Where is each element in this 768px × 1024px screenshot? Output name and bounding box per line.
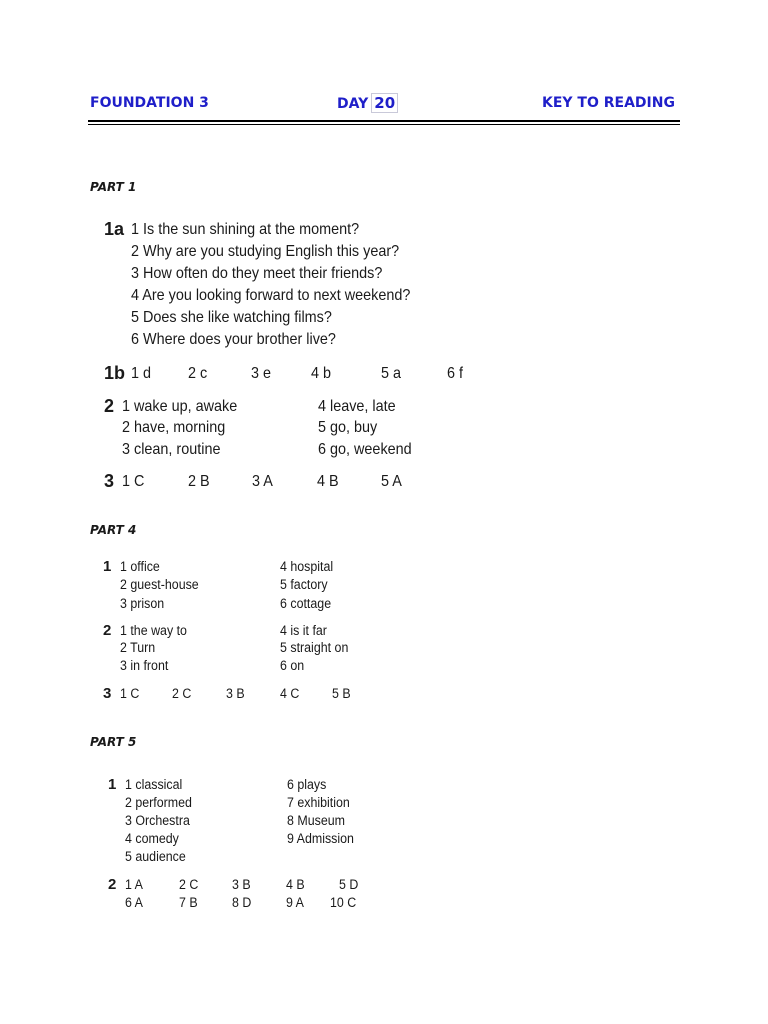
part4-ex1-item: 1 office [120, 559, 160, 574]
part1-ex1b-answer: 6 f [447, 365, 464, 382]
part1-ex3-answer: 4 B [317, 473, 339, 490]
part1-ex3-number: 3 [104, 471, 115, 491]
part1-ex1a-item: 5 Does she like watching films? [131, 309, 332, 326]
part5-ex1-item: 3 Orchestra [125, 813, 190, 828]
part5-ex2-answer: 6 A [125, 895, 143, 910]
header-day-number: 20 [371, 93, 398, 113]
part1-heading: PART 1 [90, 180, 137, 194]
part5-ex1-item: 1 classical [125, 777, 183, 792]
part4-ex1-item: 3 prison [120, 596, 165, 611]
part1-ex2-item: 5 go, buy [318, 419, 378, 436]
part4-ex1-item: 4 hospital [280, 559, 334, 574]
part1-ex2-item: 1 wake up, awake [122, 398, 238, 415]
part1-ex1a-number: 1a [104, 219, 125, 239]
header-title: KEY TO READING [542, 95, 675, 111]
part4-ex2-item: 6 on [280, 658, 305, 673]
part4-ex1-item: 5 factory [280, 577, 328, 592]
part4-ex2-item: 5 straight on [280, 640, 349, 655]
part4-ex3-answer: 4 C [280, 686, 300, 701]
part1-ex1b-answer: 2 c [188, 365, 208, 382]
part5-ex2-answer: 3 B [232, 877, 251, 892]
part5-ex2-answer: 2 C [179, 877, 199, 892]
part5-ex2-answer: 5 D [339, 877, 359, 892]
part1-ex3-answer: 5 A [381, 473, 402, 490]
part1-ex2-item: 2 have, morning [122, 419, 226, 436]
part1-ex2-item: 4 leave, late [318, 398, 396, 415]
part4-ex2-item: 3 in front [120, 658, 169, 673]
part4-ex2-number: 2 [103, 622, 112, 639]
part5-ex1-item: 9 Admission [287, 831, 354, 846]
part5-ex1-item: 2 performed [125, 795, 192, 810]
header-day [337, 93, 398, 113]
part5-ex1-item: 6 plays [287, 777, 327, 792]
part4-ex3-answer: 1 C [120, 686, 140, 701]
part4-heading: PART 4 [90, 523, 137, 537]
part1-ex1a-item: 2 Why are you studying English this year? [131, 243, 400, 260]
part1-ex3-answer: 3 A [252, 473, 273, 490]
part5-ex2-answer: 1 A [125, 877, 143, 892]
part5-ex2-answer: 4 B [286, 877, 305, 892]
part5-heading: PART 5 [90, 735, 137, 749]
part4-ex3-number: 3 [103, 685, 112, 702]
part1-ex3-answer: 2 B [188, 473, 210, 490]
part1-ex1a-item: 3 How often do they meet their friends? [131, 265, 383, 282]
part4-ex2-item: 2 Turn [120, 640, 156, 655]
part1-ex2-item: 6 go, weekend [318, 441, 412, 458]
part5-ex2-answer: 8 D [232, 895, 252, 910]
part5-ex1-item: 5 audience [125, 849, 186, 864]
part4-ex3-answer: 5 B [332, 686, 351, 701]
part5-ex1-item: 8 Museum [287, 813, 345, 828]
part1-ex1b-answer: 3 e [251, 365, 272, 382]
part1-ex2-number: 2 [104, 396, 115, 416]
part4-ex1-number: 1 [103, 558, 112, 575]
part5-ex2-answer: 7 B [179, 895, 198, 910]
part5-ex2-answer: 10 C [330, 895, 357, 910]
part4-ex2-item: 4 is it far [280, 623, 327, 638]
part5-ex2-answer: 9 A [286, 895, 304, 910]
header-rule-thin [88, 124, 680, 125]
part4-ex3-answer: 3 B [226, 686, 245, 701]
part1-ex1a-item: 1 Is the sun shining at the moment? [131, 221, 360, 238]
part5-ex1-item: 7 exhibition [287, 795, 350, 810]
header-day-label: DAY [337, 96, 369, 112]
part5-ex2-number: 2 [108, 876, 117, 893]
part4-ex3-answer: 2 C [172, 686, 192, 701]
part5-ex1-item: 4 comedy [125, 831, 179, 846]
part1-ex1a-item: 6 Where does your brother live? [131, 331, 336, 348]
part4-ex1-item: 2 guest-house [120, 577, 199, 592]
header-course: FOUNDATION 3 [90, 95, 209, 111]
part1-ex1a-item: 4 Are you looking forward to next weekend? [131, 287, 411, 304]
part4-ex2-item: 1 the way to [120, 623, 187, 638]
header-rule-thick [88, 120, 680, 122]
part1-ex1b-answer: 5 a [381, 365, 402, 382]
part1-ex3-answer: 1 C [122, 473, 145, 490]
part1-ex1b-number: 1b [104, 363, 126, 383]
part1-ex1b-answer: 1 d [131, 365, 152, 382]
part5-ex1-number: 1 [108, 776, 117, 793]
part4-ex1-item: 6 cottage [280, 596, 332, 611]
part1-ex1b-answer: 4 b [311, 365, 332, 382]
part1-ex2-item: 3 clean, routine [122, 441, 221, 458]
